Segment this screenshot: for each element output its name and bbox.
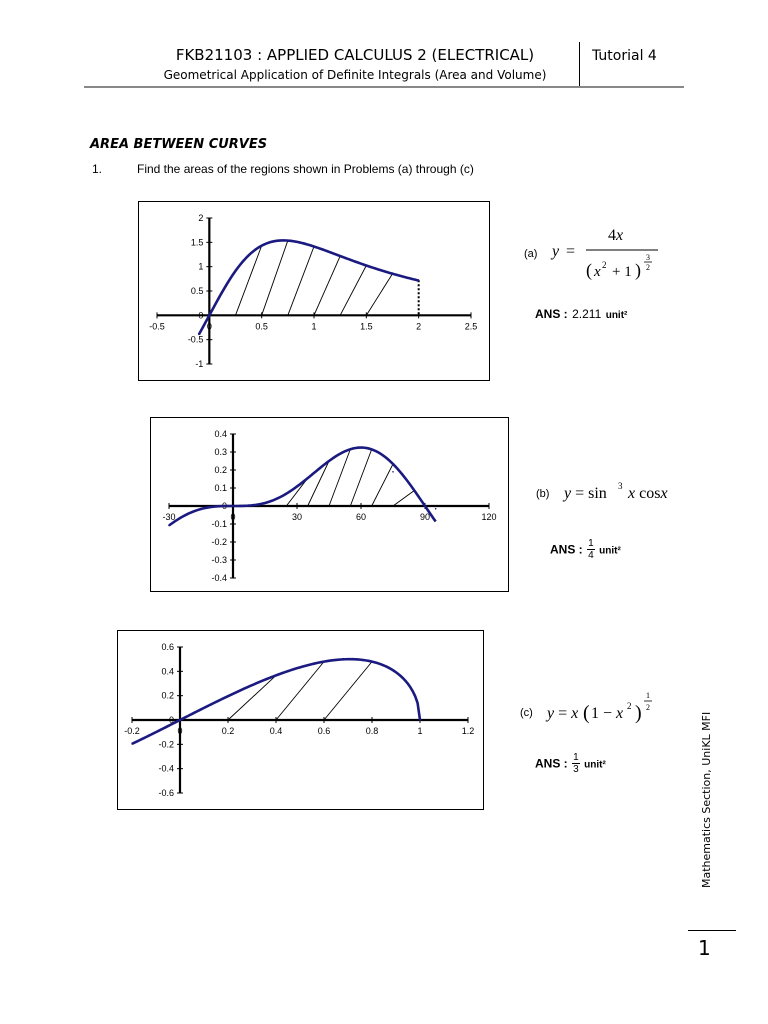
answer-a xyxy=(535,305,627,323)
page-number: 1 xyxy=(698,936,711,960)
x-tick-label: 1 xyxy=(417,726,423,736)
y-tick-label: -0.2 xyxy=(158,739,174,750)
answer-b-denominator: 4 xyxy=(588,550,594,561)
data-point xyxy=(275,675,277,677)
hatch-line xyxy=(288,247,314,316)
data-point xyxy=(296,486,298,488)
y-tick-label: 0 xyxy=(198,310,204,321)
data-point xyxy=(313,246,315,248)
y-tick-label: -1 xyxy=(195,359,204,369)
data-point xyxy=(287,240,289,242)
answer-c-fraction xyxy=(572,752,580,775)
hatch-line xyxy=(393,490,414,506)
data-point xyxy=(209,315,211,317)
answer-a-unit: unit² xyxy=(605,310,628,321)
hatch-line xyxy=(314,256,340,315)
y-tick-label: -0.1 xyxy=(211,519,227,529)
y-tick-label: -0.6 xyxy=(158,788,174,798)
y-tick-label: 0.5 xyxy=(190,286,204,296)
x-tick-label: 1.5 xyxy=(360,321,373,332)
answer-b-numerator: 1 xyxy=(588,538,594,549)
data-point xyxy=(347,658,349,660)
hatch-line xyxy=(324,662,372,720)
svg-text:3: 3 xyxy=(646,253,650,262)
hatch-line xyxy=(340,265,366,315)
chart-b-svg xyxy=(151,418,508,591)
answer-b-fraction xyxy=(587,538,595,561)
x-tick-label: 2.5 xyxy=(464,321,478,332)
chart-c xyxy=(117,630,484,810)
answer-b-label: ANS : xyxy=(550,542,583,557)
svg-text:3: 3 xyxy=(618,481,623,491)
data-point xyxy=(323,661,325,663)
svg-text:2: 2 xyxy=(602,260,607,270)
answer-c-denominator: 3 xyxy=(573,764,579,775)
chart-b xyxy=(150,417,509,592)
svg-text:(: ( xyxy=(583,702,590,724)
answer-a-value: 2.211 xyxy=(572,307,602,321)
y-tick-label: 1 xyxy=(198,261,204,272)
y-tick-label: -0.4 xyxy=(211,573,227,583)
hatch-line xyxy=(372,464,393,506)
page-number-rule xyxy=(688,930,736,931)
svg-text:): ) xyxy=(635,260,641,280)
x-tick-label: 0.8 xyxy=(365,726,379,736)
data-point xyxy=(424,505,426,507)
data-point xyxy=(371,661,373,663)
data-point xyxy=(366,265,368,267)
y-tick-label: 0.2 xyxy=(161,690,174,701)
header-rule xyxy=(84,86,684,88)
answer-a-label: ANS : xyxy=(535,307,568,321)
hatch-line xyxy=(366,274,392,316)
problem-a-label: (a) xyxy=(524,248,538,260)
svg-text:x cosx: x cosx xyxy=(628,485,668,502)
formula-a xyxy=(550,222,660,284)
curve-line xyxy=(169,448,436,526)
header-divider xyxy=(579,42,580,86)
data-point xyxy=(261,245,263,247)
chart-a xyxy=(138,201,490,381)
y-tick-label: 0.6 xyxy=(161,642,174,652)
data-point xyxy=(264,502,266,504)
data-point xyxy=(435,508,437,510)
y-tick-label: -0.4 xyxy=(158,763,174,774)
answer-b-unit: unit² xyxy=(599,545,621,557)
answer-c-label: ANS : xyxy=(535,756,568,771)
svg-text:x: x xyxy=(594,264,601,280)
svg-text:2: 2 xyxy=(627,701,632,711)
x-tick-label: 1.2 xyxy=(461,726,475,736)
x-tick-label: 0 xyxy=(206,321,212,332)
x-tick-label: -30 xyxy=(162,512,176,522)
data-point xyxy=(418,279,420,281)
section-title: AREA BETWEEN CURVES xyxy=(90,137,268,152)
svg-text:2: 2 xyxy=(646,703,650,712)
y-tick-label: 0.3 xyxy=(214,447,227,457)
x-tick-label: 60 xyxy=(355,512,367,522)
question-text: Find the areas of the regions shown in Problems (a) through (c) xyxy=(137,162,474,176)
data-point xyxy=(392,471,394,473)
data-point xyxy=(232,505,234,507)
answer-c-numerator: 1 xyxy=(573,752,579,763)
answer-c-unit: unit² xyxy=(584,759,606,771)
data-point xyxy=(339,256,341,258)
x-tick-label: 0 xyxy=(230,512,236,522)
svg-text:y: y xyxy=(552,243,560,260)
data-point xyxy=(395,672,397,674)
x-tick-label: 1 xyxy=(311,321,317,332)
x-tick-label: 0.4 xyxy=(269,726,283,736)
side-footer: Mathematics Section, UniKL MFI xyxy=(700,711,713,888)
data-point xyxy=(235,270,237,272)
svg-text:=: = xyxy=(566,243,576,260)
y-tick-label: 0.4 xyxy=(161,666,174,677)
y-tick-label: 2 xyxy=(198,213,204,223)
answer-c xyxy=(535,752,606,775)
data-point xyxy=(419,719,421,721)
x-tick-label: 2 xyxy=(416,321,422,332)
data-point xyxy=(198,334,200,336)
y-tick-label: 1.5 xyxy=(190,237,204,248)
hatch-line xyxy=(262,241,288,316)
svg-text:1 − x: 1 − x xyxy=(591,705,624,722)
svg-text:(: ( xyxy=(586,260,592,280)
y-tick-label: 0.2 xyxy=(214,465,227,475)
x-tick-label: 0.5 xyxy=(255,321,268,332)
x-tick-label: 90 xyxy=(419,512,431,522)
y-tick-label: -0.5 xyxy=(187,334,204,345)
x-tick-label: 0 xyxy=(177,726,183,736)
y-tick-label: 0 xyxy=(221,501,227,511)
formula-c xyxy=(545,684,665,724)
x-tick-label: 120 xyxy=(481,512,497,522)
problem-c-label: (c) xyxy=(520,707,533,719)
x-tick-label: 0.2 xyxy=(221,726,235,736)
formula-b xyxy=(562,478,692,504)
y-tick-label: 0 xyxy=(168,715,174,725)
hatch-line xyxy=(276,662,324,720)
data-point xyxy=(328,460,330,462)
data-point xyxy=(168,525,170,527)
tutorial-label: Tutorial 4 xyxy=(592,48,657,64)
data-point xyxy=(131,743,133,745)
x-tick-label: 30 xyxy=(291,512,303,522)
data-point xyxy=(200,508,202,510)
svg-text:y = sin: y = sin xyxy=(564,485,607,502)
svg-text:2: 2 xyxy=(646,263,650,272)
data-point xyxy=(360,447,362,449)
answer-b xyxy=(550,538,621,561)
svg-text:): ) xyxy=(635,702,642,724)
course-title: FKB21103 : APPLIED CALCULUS 2 (ELECTRICAL) xyxy=(175,46,535,64)
hatch-line xyxy=(350,449,371,506)
course-subtitle: Geometrical Application of Definite Integrals (Area and Volume) xyxy=(163,68,547,82)
svg-text:1: 1 xyxy=(646,691,650,700)
x-tick-label: -0.2 xyxy=(124,726,140,736)
x-tick-label: -0.5 xyxy=(149,321,165,332)
data-point xyxy=(179,719,181,721)
data-point xyxy=(392,272,394,274)
y-tick-label: 0.1 xyxy=(214,483,227,493)
hatch-line xyxy=(228,675,276,720)
svg-text:4x: 4x xyxy=(608,227,624,244)
curve-line xyxy=(199,240,422,334)
x-tick-label: 0.6 xyxy=(317,726,331,736)
chart-c-svg xyxy=(118,631,483,809)
data-point xyxy=(227,695,229,697)
question-number: 1. xyxy=(92,162,103,176)
y-tick-label: -0.3 xyxy=(211,555,227,565)
problem-b-label: (b) xyxy=(536,488,550,500)
y-tick-label: 0.4 xyxy=(214,429,227,439)
y-tick-label: -0.2 xyxy=(211,537,227,547)
svg-text:+ 1: + 1 xyxy=(612,264,632,280)
chart-a-svg xyxy=(139,202,489,380)
svg-text:y = x: y = x xyxy=(547,705,579,722)
